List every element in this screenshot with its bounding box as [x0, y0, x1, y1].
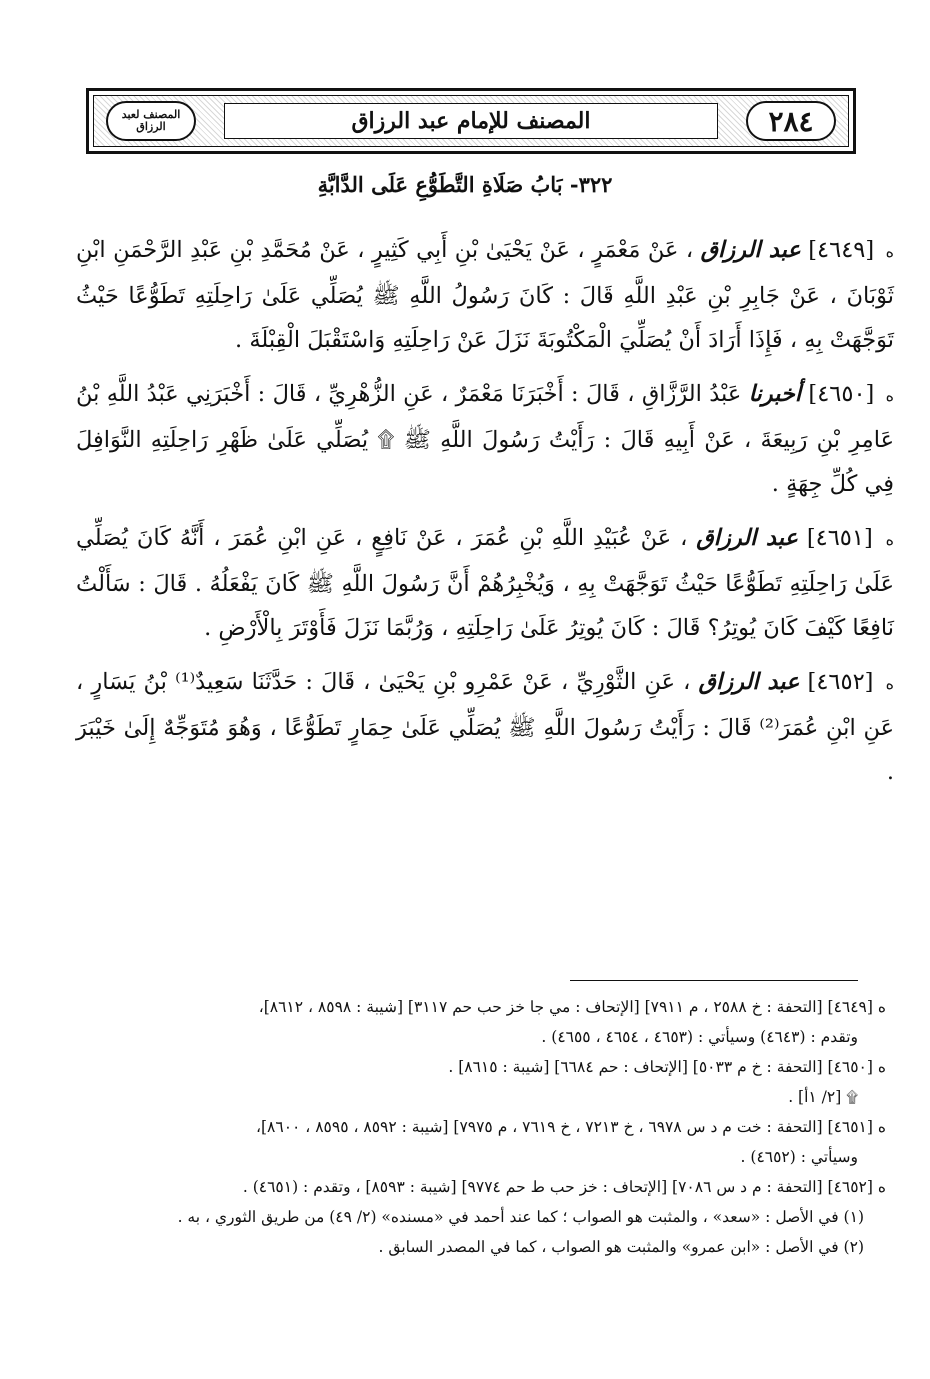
book-logo: [106, 101, 196, 141]
hadith-source: عبد الرزاق: [698, 669, 800, 695]
hadith-text: ، عَنِ الثَّوْرِيِّ ، عَنْ عَمْرِو بْنِ يَحْيَىٰ ، قَالَ : حَدَّثَنَا سَعِيدٌ⁽¹⁾ بْنُ يَسَارٍ ، عَنِ ابْنِ عُمَرَ⁽²⁾ قَالَ : رَأَيْتُ رَسُولَ اللَّهِ ﷺ يُصَلِّي عَلَىٰ حِمَارٍ تَطَوُّعًا ، وَهُوَ مُتَوَجِّهٌ إِلَىٰ خَيْبَرَ .: [76, 669, 894, 785]
hadith-source: عبد الرزاق: [700, 237, 801, 263]
hadith-number: [٤٦٤٩]: [808, 237, 875, 263]
footnote-line: وتقدم : (٤٦٤٣) وسيأتي : (٤٦٥٣ ، ٤٦٥٤ ، ٤٦٥٥) .: [541, 1028, 858, 1046]
hadith-source: عبد الرزاق: [696, 525, 798, 551]
hadith-list: [76, 228, 894, 804]
hadith-marker-icon: ه: [885, 242, 895, 261]
hadith-text: ، عَنْ مَعْمَرٍ ، عَنْ يَحْيَىٰ بْنِ أَبِي كَثِيرٍ ، عَنْ مُحَمَّدِ بْنِ عَبْدِ الرَّحْمَنِ ابْنِ ثَوْبَانَ ، عَنْ جَابِرِ بْنِ عَبْدِ اللَّهِ قَالَ : كَانَ رَسُولُ اللَّهِ ﷺ يُصَلِّي عَلَىٰ رَاحِلَتِهِ تَطَوُّعًا حَيْثُ تَوَجَّهَتْ بِهِ ، فَإِذَا أَرَادَ أَنْ يُصَلِّيَ الْمَكْتُوبَةَ نَزَلَ عَنْ رَاحِلَتِهِ وَاسْتَقْبَلَ الْقِبْلَةَ .: [76, 237, 894, 353]
page-header: [86, 88, 856, 154]
footnote-line: (١) في الأصل : «سعد» ، والمثبت هو الصواب ؛ كما عند أحمد في «مسنده» (٢/ ٤٩) من طريق الثوري ، به .: [177, 1208, 864, 1226]
hadith-source: أخبرنا: [748, 381, 802, 407]
hadith-number: [٤٦٥٠]: [808, 381, 875, 407]
hadith-marker-icon: ه: [885, 674, 894, 693]
footnote-line: ه [٤٦٥٠] [التحفة : خ م ٥٠٣٣] [الإتحاف : حم ٦٦٨٤] [شيبة : ٨٦١٥] .: [448, 1058, 886, 1076]
page-number-box: [746, 101, 836, 141]
hadith-text: عَبْدُ الرَّزَّاقِ ، قَالَ : أَخْبَرَنَا مَعْمَرٌ ، عَنِ الزُّهْرِيِّ ، قَالَ : أَخْبَرَنِي عَبْدُ اللَّهِ بْنُ عَامِرِ بْنِ رَبِيعَةَ ، عَنْ أَبِيهِ قَالَ : رَأَيْتُ رَسُولَ اللَّهِ ﷺ ۩ يُصَلِّي عَلَىٰ ظَهْرِ رَاحِلَتِهِ النَّوَافِلَ فِي كُلِّ جِهَةٍ .: [76, 381, 894, 497]
hadith-4649: [76, 228, 894, 362]
footnote-line: ه [٤٦٥١] [التحفة : خت م د س ٦٩٧٨ ، خ ٧٢١٣ ، خ ٧٦١٩ ، م ٧٩٧٥] [شيبة : ٨٥٩٢ ، ٨٥٩٥ ، ٨٦٠٠]،: [255, 1118, 886, 1136]
hadith-text: ، عَنْ عُبَيْدِ اللَّهِ بْنِ عُمَرَ ، عَنْ نَافِعٍ ، عَنِ ابْنِ عُمَرَ ، أَنَّهُ كَانَ يُصَلِّي عَلَىٰ رَاحِلَتِهِ تَطَوُّعًا حَيْثُ تَوَجَّهَتْ بِهِ ، وَيُخْبِرُهُمْ أَنَّ رَسُولَ اللَّهِ ﷺ كَانَ يَفْعَلُهُ . قَالَ : سَأَلْتُ نَافِعًا كَيْفَ كَانَ يُوتِرُ؟ قَالَ : كَانَ يُوتِرُ عَلَىٰ رَاحِلَتِهِ ، وَرُبَّمَا نَزَلَ فَأَوْتَرَ بِالْأَرْضِ .: [76, 525, 894, 641]
footnotes: [76, 992, 886, 1262]
hadith-4650: [76, 372, 894, 506]
header-ornament: [93, 95, 849, 147]
hadith-4651: [76, 516, 894, 650]
hadith-marker-icon: ه: [885, 530, 895, 549]
book-title: المصنف للإمام عبد الرزاق: [351, 108, 591, 134]
chapter-heading: ٣٢٢- بَابُ صَلَاةِ التَّطَوُّعِ عَلَى الدَّابَّةِ: [317, 172, 613, 197]
hadith-number: [٤٦٥١]: [806, 525, 873, 551]
footnote-line: وسيأتي : (٤٦٥٢) .: [740, 1148, 858, 1166]
footnote-divider: [570, 980, 858, 981]
footnote-line: ه [٤٦٥٢] [التحفة : م د س ٧٠٨٦] [الإتحاف : خز حب ط حم ٩٧٧٤] [شيبة : ٨٥٩٣] ، وتقدم : (٤٦٥١) .: [242, 1178, 886, 1196]
hadith-number: [٤٦٥٢]: [807, 669, 874, 695]
page-number: ٢٨٤: [768, 104, 814, 138]
header-title-box: [224, 103, 718, 139]
hadith-marker-icon: ه: [885, 386, 895, 405]
book-logo-text: المصنف لعبد الرزاق: [121, 108, 181, 133]
footnote-line: ه [٤٦٤٩] [التحفة : خ ٢٥٨٨ ، م ٧٩١١] [الإتحاف : مي جا خز حب حم ٣١١٧] [شيبة : ٨٥٩٨ ، ٨٦١٢]،: [258, 998, 886, 1016]
footnote-line: (٢) في الأصل : «ابن عمرو» والمثبت هو الصواب ، كما في المصدر السابق .: [378, 1238, 864, 1256]
footnote-line: ۩ [٢/ ١أ] .: [788, 1088, 858, 1106]
hadith-4652: [76, 660, 894, 794]
